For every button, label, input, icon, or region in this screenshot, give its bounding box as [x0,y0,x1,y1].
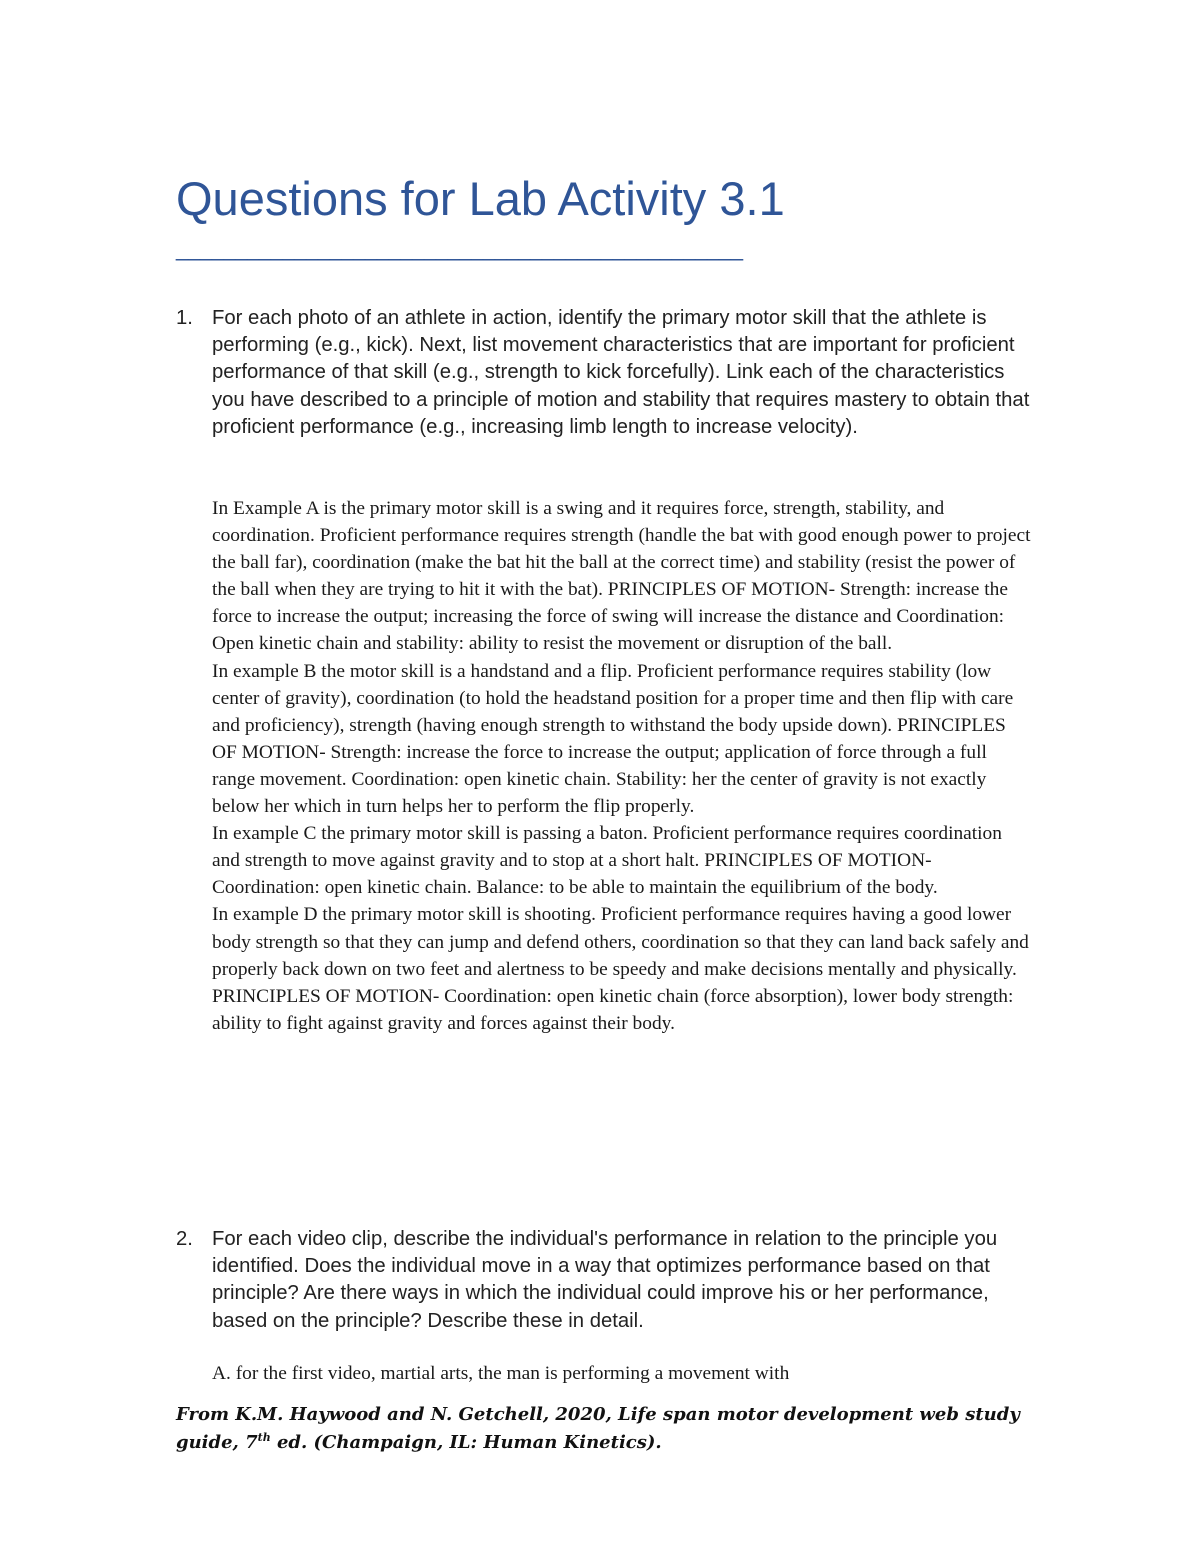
answer-block-2 [212,1360,1032,1387]
citation-text-end: ed. (Champaign, IL: Human Kinetics). [270,1432,662,1453]
question-text: For each photo of an athlete in action, identify the primary motor skill that the athlete is performing (e.g., kick). Next, list movement characteristics that are important for proficient performance of that skill (e.g., strength to kick forcefully). Link each of the characteristics you have described to a principle of motion and stability that requires mastery to obtain that proficient performance (e.g., increasing limb length to increase velocity). [212,307,1030,438]
question-number: 1. [176,307,193,329]
answer-block-1 [212,495,1032,1037]
answer-paragraph-a: A. for the first video, martial arts, the man is performing a movement with [212,1363,790,1384]
citation-text: From K.M. Haywood and N. Getchell, 2020, Life span motor development web study guide, 7 [176,1404,1020,1453]
question-number: 2. [176,1228,193,1250]
answer-paragraph-d: In example D the primary motor skill is shooting. Proficient performance requires having a good lower body strength so that they can jump and defend others, coordination so that they can land back safely and properly back down on two feet and alertness to be speedy and make decisions mentally and physically. PRINCIPLES OF MOTION- Coordination: open kinetic chain (force absorption), lower body strength: ability to fight against gravity and forces against their body. [212,904,1029,1034]
question-2 [176,1226,1036,1335]
answer-paragraph-b: In example B the motor skill is a handstand and a flip. Proficient performance requires stability (low center of gravity), coordination (to hold the headstand position for a proper time and then flip with care and proficiency), strength (having enough strength to withstand the body upside down). PRINCIPLES OF MOTION- Strength: increase the force to increase the output; application of force through a full range movement. Coordination: open kinetic chain. Stability: her the center of gravity is not exactly below her which in turn helps her to perform the flip properly. [212,660,1014,818]
question-text: For each video clip, describe the individual's performance in relation to the principle you identified. Does the individual move in a way that optimizes performance based on that principle? Are there ways in which the individual could improve his or her performance, based on the principle? Describe these in detail. [212,1228,998,1332]
citation-superscript: th [257,1431,271,1444]
answer-paragraph-a: In Example A is the primary motor skill is a swing and it requires force, strength, stability, and coordination. Proficient performance requires strength (handle the bat with good enough power to project the ball far), coordination (make the bat hit the ball at the correct time) and stability (resist the power of the ball when they are trying to hit it with the bat). PRINCIPLES OF MOTION- Strength: increase the force to increase the output; increasing the force of swing will increase the distance and Coordination: Open kinetic chain and stability: ability to resist the movement or disruption of the ball. [212,498,1031,655]
title-underline: ________________________________________________ [176,235,742,261]
page-title: Questions for Lab Activity 3.1 [176,172,785,225]
answer-paragraph-c: In example C the primary motor skill is passing a baton. Proficient performance requires coordination and strength to move against gravity and to stop at a short halt. PRINCIPLES OF MOTION- Coordination: open kinetic chain. Balance: to be able to maintain the equilibrium of the body. [212,823,1002,899]
source-citation [176,1401,1036,1457]
question-1 [176,305,1036,441]
